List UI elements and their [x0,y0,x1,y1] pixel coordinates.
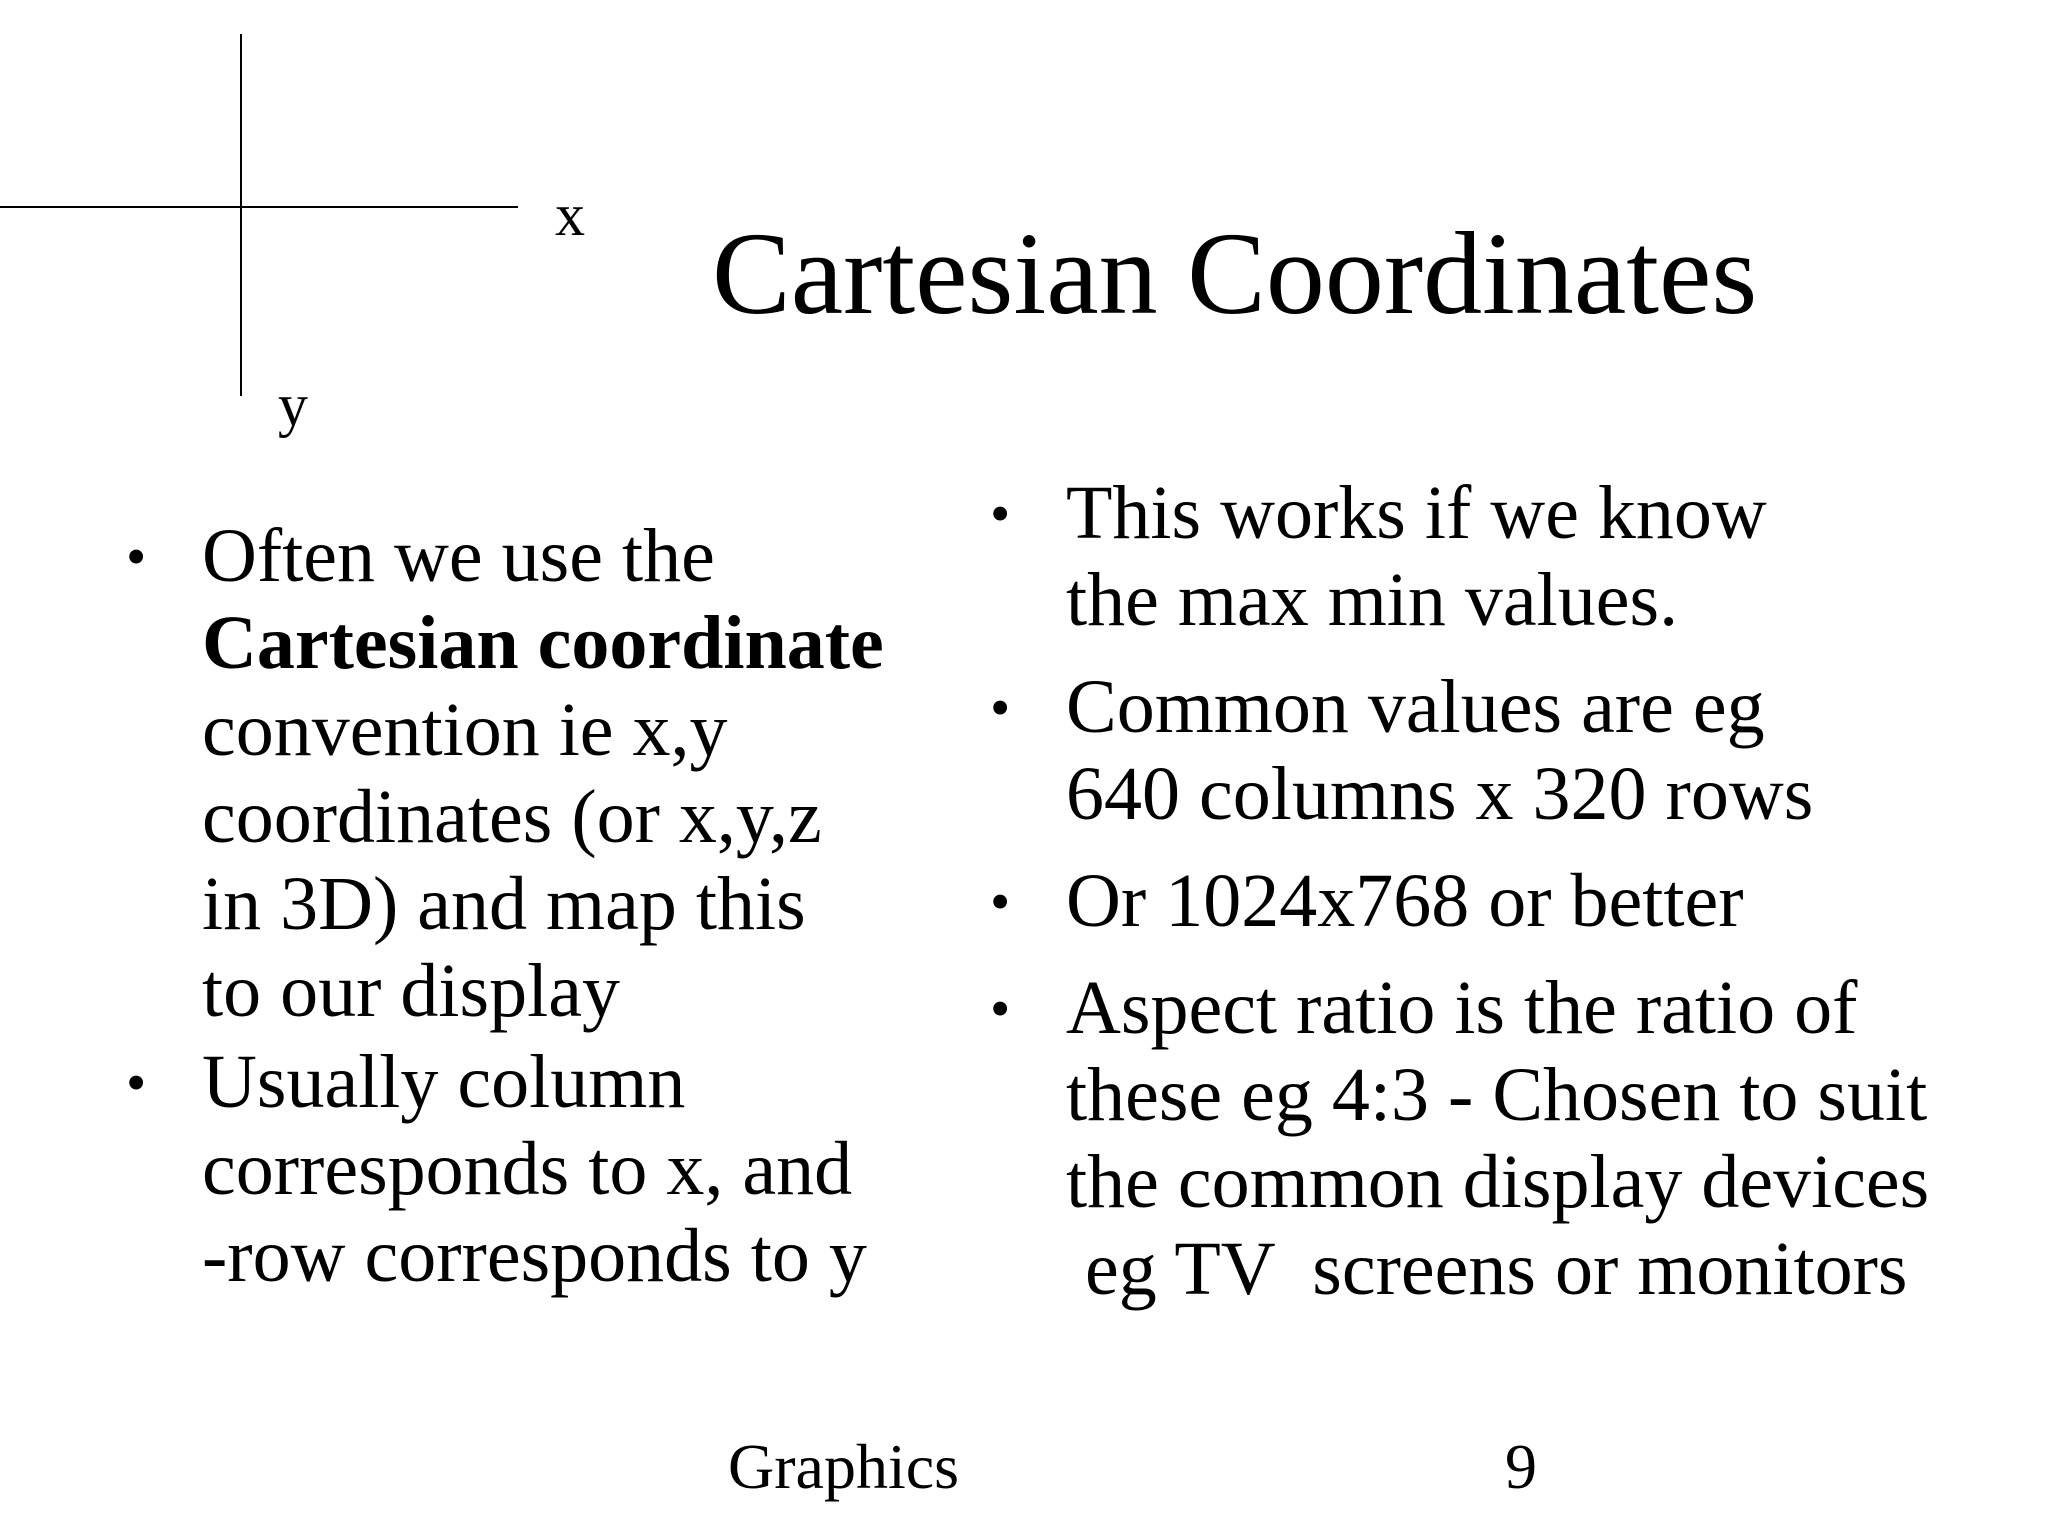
left-bullet-list [126,513,884,1300]
bullet-text-line: This works if we know [1066,471,1767,555]
bullet-text-line: these eg 4:3 - Chosen to suit [1066,1053,1928,1137]
bullet-text-line: eg TV screens or monitors [1066,1227,1908,1311]
bullet-text-line: convention ie x,y [202,688,728,772]
x-axis-label: x [555,182,585,248]
page-number: 9 [1505,1431,1537,1502]
right-bullet-aspect-ratio [990,965,1929,1313]
footer-label: Graphics [728,1431,960,1502]
bullet-marker: • [126,524,147,589]
x-axis-line [0,206,518,208]
bullet-text-line: Often we use the [202,514,715,598]
bullet-text-line: Or 1024x768 or better [1066,859,1744,943]
bullet-text-line: Common values are eg [1066,665,1765,749]
bullet-marker: • [990,976,1011,1041]
bullet-text-line: to our display [202,949,620,1033]
bullet-text-line: 640 columns x 320 rows [1066,752,1814,836]
left-bullet-cartesian-convention [126,513,884,1035]
bullet-text-line: -row corresponds to y [202,1214,867,1298]
right-bullet-list [990,470,1929,1313]
bullet-marker: • [126,1050,147,1115]
bullet-text-line: Aspect ratio is the ratio of [1066,966,1858,1050]
bullet-text-line-bold: Cartesian coordinate [202,601,884,685]
bullet-text-line: coordinates (or x,y,z [202,775,822,859]
bullet-marker: • [990,481,1011,546]
bullet-text-line: the max min values. [1066,558,1679,642]
right-bullet-resolution [990,858,1929,945]
bullet-marker: • [990,675,1011,740]
slide-title: Cartesian Coordinates [712,208,1758,339]
y-axis-label: y [278,372,308,438]
bullet-text-line: corresponds to x, and [202,1127,853,1211]
left-bullet-column-row [126,1039,884,1300]
bullet-text-line: in 3D) and map this [202,862,806,946]
bullet-marker: • [990,869,1011,934]
bullet-text-line: Usually column [202,1040,686,1124]
bullet-text-line: the common display devices [1066,1140,1930,1224]
right-bullet-common-values [990,664,1929,838]
right-bullet-max-min [990,470,1929,644]
y-axis-line [240,34,242,396]
